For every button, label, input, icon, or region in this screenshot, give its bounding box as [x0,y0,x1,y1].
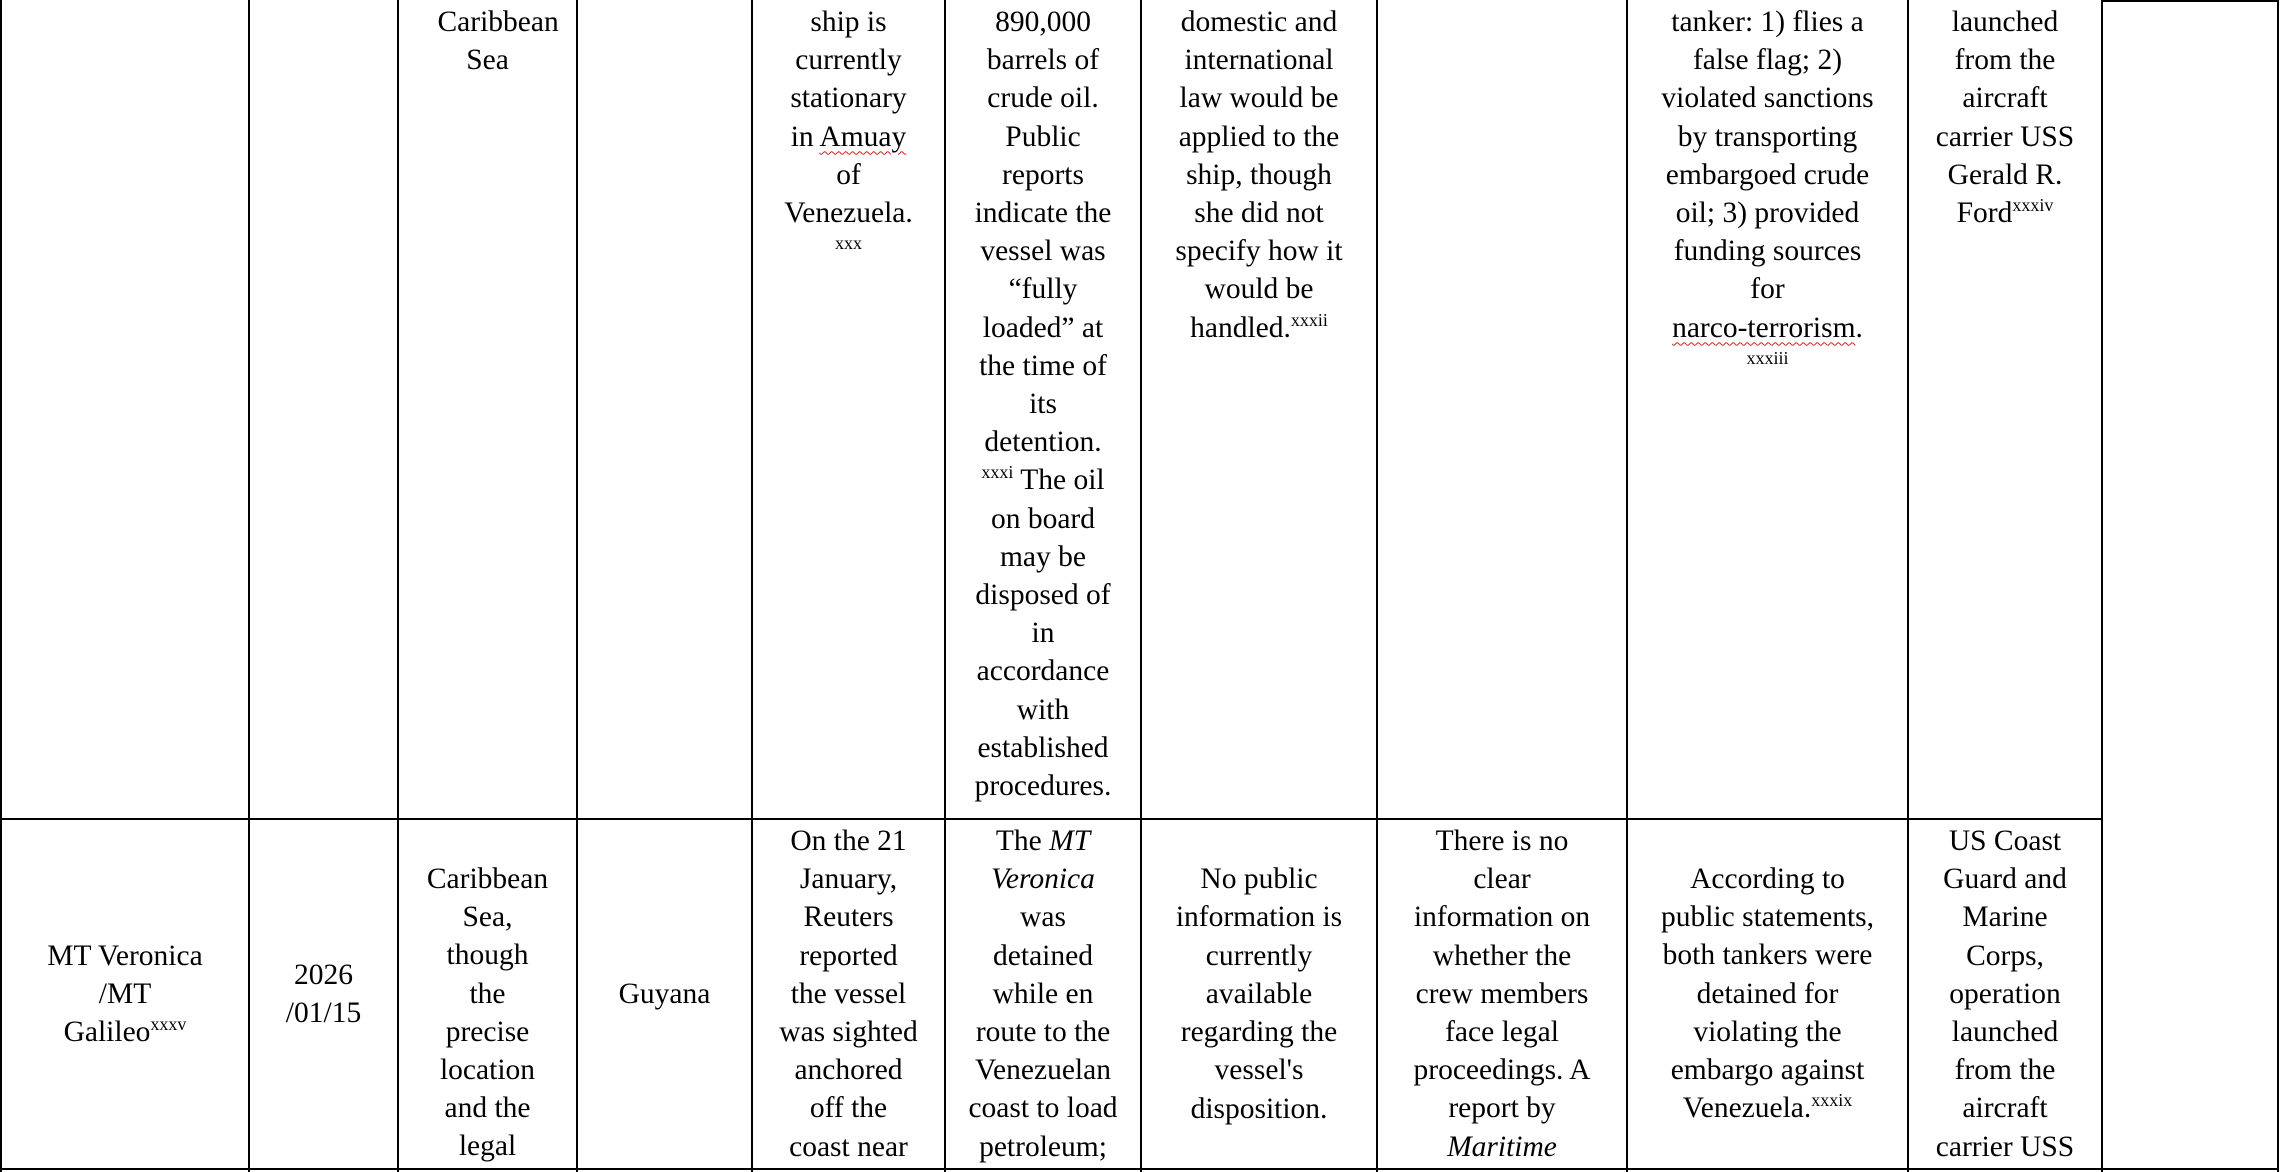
text-line: 2026 [294,958,353,991]
text-line: embargo against [1670,1054,1865,1087]
text-line: detained [993,939,1093,972]
text-line: 890,000 [995,6,1091,38]
text-line: coast near [789,1130,908,1163]
footnote-ref: xxxiii [1746,347,1789,368]
text-line: anchored [794,1054,903,1087]
text-fragment: Venezuela. [1682,1092,1812,1125]
text-line: proceedings. A [1413,1054,1591,1087]
text-line: carrier USS [1935,120,2075,153]
text-fragment: The oil [1013,464,1105,497]
text-line: while en [992,977,1094,1010]
row2-flag-cell [578,820,751,1168]
text-line: with [1016,693,1070,726]
text-line: report by [1448,1092,1556,1125]
text-line: crude oil. [987,82,1099,115]
row1-reason-cell [1628,3,1907,369]
text-line: Gerald R. [1947,158,2063,191]
text-line: available [1205,977,1313,1010]
text-line: precise [445,1015,530,1048]
text-line: No public [1200,863,1318,896]
text-line: route to the [975,1016,1111,1049]
text-line: and the [444,1092,531,1125]
text-line: off the [809,1092,888,1125]
vessel-name: MT [1049,825,1091,857]
text-line: operation [1949,977,2061,1010]
row2-status-cell [753,822,944,1166]
text-fragment: The [995,825,1050,857]
text-line: Marine [1962,901,2048,934]
text-line: location [439,1054,536,1087]
text-line: detained for [1696,977,1839,1010]
text-line: currently [795,44,902,77]
text-line [946,822,1140,860]
text-line: whether the [1432,939,1572,972]
text-line: Venezuela. [784,197,913,230]
row2-vessel-cell [2,820,248,1168]
text-line: stationary [790,82,907,115]
text-line: funding sources [1673,235,1862,268]
text-line: for [1750,273,1785,306]
text-line [946,461,1140,499]
text-line [1628,1089,1907,1127]
text-line: was sighted [779,1016,918,1049]
text-line: both tankers were [1662,939,1873,972]
text-line: would be [1204,273,1314,306]
text-line: by transporting [1677,120,1858,153]
text-line: Corps, [1966,939,2044,972]
text-line: indicate the [974,197,1112,230]
text-line: its [1029,388,1057,421]
table-border-bottom [0,1168,2279,1170]
vessel-name: Veronica [991,863,1095,896]
table-border-top [2101,0,2279,2]
text-line: Sea, [462,901,513,934]
text-line: US Coast [1948,825,2062,857]
column-divider [2101,0,2103,1172]
text-line: Guard and [1943,863,2067,896]
flag-state: Guyana [618,977,711,1010]
row2-cargo-cell [946,822,1140,1166]
text-fragment: handled. [1190,311,1291,344]
text-line: MT Veronica [47,939,203,972]
text-line: loaded” at [982,311,1104,344]
text-line: ship is [810,6,887,38]
row2-date-cell [250,820,397,1168]
footnote-ref: xxxiv [2012,195,2054,216]
text-line: According to [1690,863,1845,895]
text-line [1909,194,2101,232]
text-line: the time of [979,349,1107,382]
text-line: law would be [1179,82,1339,115]
text-line: currently [1205,939,1313,972]
text-line [2,1013,248,1051]
footnote-ref: xxxix [1811,1090,1853,1111]
text-line: oil; 3) provided [1675,197,1860,230]
text-line: There is no [1435,825,1569,857]
row1-status-cell [753,3,944,254]
text-line: launched [1951,1016,2059,1049]
text-line: crew members [1415,977,1589,1010]
text-line: domestic and [1180,6,1338,38]
text-line [1628,309,1907,347]
text-line: international [1184,44,1334,77]
text-line: reported [799,939,898,972]
text-line: from the [1954,1054,2056,1087]
text-line: vessel was [980,235,1106,268]
text-line: of [836,158,861,191]
text-line: Reuters [803,901,894,934]
text-line: Caribbean [426,863,549,895]
text-line: information on [1413,901,1591,934]
footnote-ref: xxx [835,233,862,254]
text-line: on board [990,502,1096,535]
text-line: in [1031,617,1055,650]
text-line: January, [799,863,898,896]
text-line: applied to the [1178,120,1340,153]
vessel-name: Galileo [63,1016,151,1049]
text-line: specify how it [1175,235,1343,268]
row2-reason-cell [1628,860,1907,1127]
text-line: /01/15 [285,997,362,1029]
text-line: the [469,977,506,1010]
text-line [1142,309,1376,347]
text-line: false flag; 2) [1692,44,1843,77]
footnote-ref: xxxv [150,1014,187,1035]
text-line: information is [1175,901,1343,934]
text-line: petroleum; [979,1130,1107,1163]
text-line: face legal [1445,1016,1559,1049]
text-line: disposition. [1190,1092,1328,1125]
text-fragment: in [790,120,814,153]
text-line: from the [1954,44,2056,77]
publication-name: Maritime [1447,1130,1557,1163]
text-line: violating the [1693,1015,1842,1048]
text-line: embargoed crude [1665,158,1870,191]
text-line: /MT [98,977,152,1010]
text-line: launched [1951,6,2059,38]
place-name: Amuay [819,120,907,153]
text-line: was [1020,901,1066,934]
row1-legal-cell [1142,3,1376,347]
footnote-ref: xxxi [981,462,1014,483]
text-line: On the 21 [790,825,907,857]
text-line: may be [999,540,1086,573]
text-line: she did not [1194,197,1324,230]
row2-crew-cell [1378,822,1626,1166]
text-line: the vessel [790,977,907,1010]
text-line: public statements, [1660,901,1874,934]
text-line [753,118,944,156]
text-line: aircraft [1962,1092,2048,1125]
text-line: ship, though [1186,158,1332,191]
table-border-right [2277,0,2279,1172]
row2-disposition-cell [1142,820,1376,1168]
row2-location-cell [399,860,576,1166]
text-line: tanker: 1) flies a [1671,6,1864,38]
text-line: reports [1002,158,1084,191]
text-line: legal [458,1130,517,1163]
text-line [946,860,1140,898]
text-line: detention. [984,426,1102,459]
row1-cargo-cell [946,3,1140,805]
text-line: accordance [976,655,1110,688]
row1-location-cell [399,3,576,79]
text-line: regarding the [1180,1016,1338,1049]
text-fragment: Ford [1956,197,2013,230]
text-line: Venezuelan [975,1054,1111,1087]
text-line: Public [1005,120,1081,153]
text-line: procedures. [974,770,1112,803]
text-line: “fully [1008,273,1078,306]
text-line: clear [1473,863,1531,896]
text-line: established [977,731,1109,764]
text-line [1378,1128,1626,1166]
text-line: though [446,939,529,972]
text-line: disposed of [975,579,1111,612]
text-line: aircraft [1962,82,2048,115]
text-line: vessel's [1214,1054,1304,1087]
text-fragment: . [1855,311,1863,344]
row2-agency-cell [1909,822,2101,1166]
row1-agency-cell [1909,3,2101,232]
text-fragment: narco-terrorism [1672,311,1856,344]
footnote-ref: xxxii [1290,309,1328,330]
text-line: violated sanctions [1661,82,1874,115]
row1-location: Caribbean Sea [437,6,559,77]
text-line: coast to load [968,1092,1118,1125]
text-line: carrier USS [1935,1130,2075,1163]
text-line: barrels of [986,44,1100,77]
